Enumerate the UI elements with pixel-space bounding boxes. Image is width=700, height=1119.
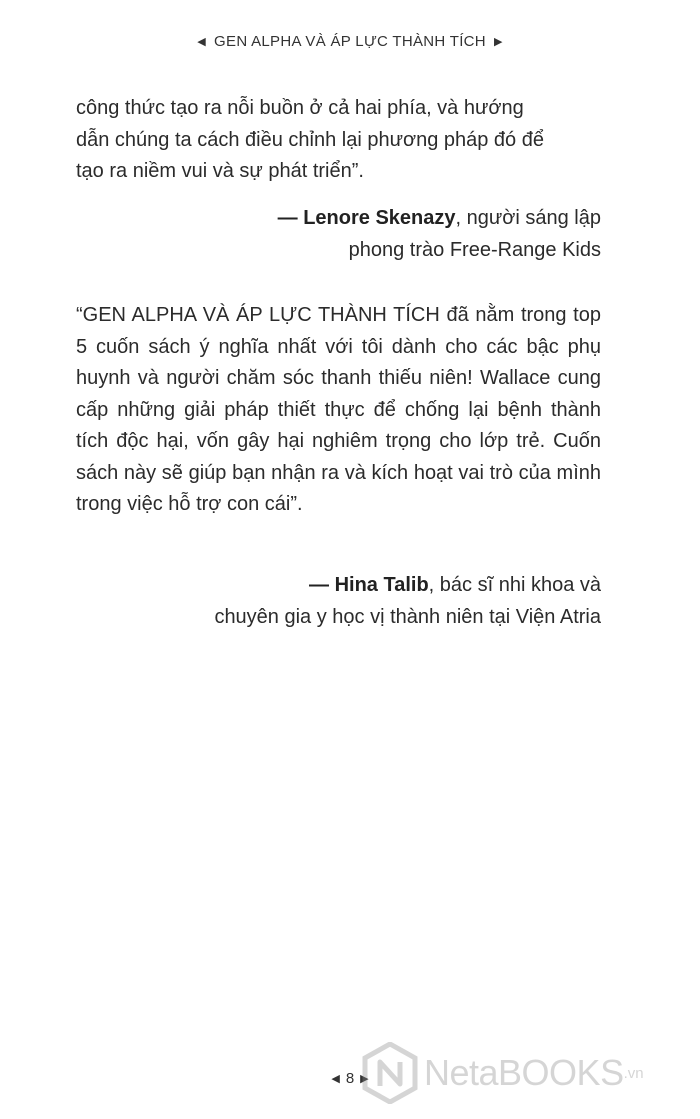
quote-2-attribution-role: , bác sĩ nhi khoa và	[428, 574, 601, 596]
page-number: 8	[345, 1070, 355, 1087]
quote-1-line-1: công thức tạo ra nỗi buồn ở cả hai phía, và hướng	[76, 97, 524, 119]
watermark-brand: NetaBOOKS	[424, 1052, 624, 1093]
quote-2-attribution-dash: —	[309, 574, 335, 596]
quote-1-attribution-line-1	[278, 203, 601, 235]
quote-1	[76, 93, 601, 188]
quote-1-attribution	[278, 203, 601, 266]
running-header-title: GEN ALPHA VÀ ÁP LỰC THÀNH TÍCH	[214, 33, 486, 50]
quote-2	[76, 300, 601, 521]
quote-2-attribution-line-1	[214, 570, 601, 602]
caret-left-icon: ◀	[331, 1073, 340, 1085]
caret-right-icon: ▶	[360, 1073, 369, 1085]
quote-2-attribution-line-2: chuyên gia y học vị thành niên tại Viện Atria	[214, 605, 601, 628]
running-header	[0, 33, 700, 50]
quote-1-attribution-name: Lenore Skenazy	[303, 207, 456, 229]
quote-1-attribution-dash: —	[277, 207, 304, 229]
quote-1-line-3: tạo ra niềm vui và sự phát triển”.	[76, 160, 364, 182]
quote-2-attribution	[214, 570, 601, 633]
netabooks-watermark	[362, 1040, 692, 1106]
quote-2-text: “GEN ALPHA VÀ ÁP LỰC THÀNH TÍCH đã nằm trong top 5 cuốn sách ý nghĩa nhất với tôi dành cho các bậc phụ huynh và người chăm sóc thanh thiếu niên! Wallace cung cấp những giải pháp thiết thực để chống lại bệnh thành tích độc hại, vốn gây hại nghiêm trọng cho lớp trẻ. Cuốn sách này sẽ giúp bạn nhận ra và kích hoạt vai trò của mình trong việc hỗ trợ con cái”.	[76, 304, 601, 515]
watermark-suffix: .vn	[623, 1064, 644, 1082]
netabooks-logo-icon	[362, 1042, 418, 1104]
quote-1-attribution-role: , người sáng lập	[455, 207, 601, 229]
quote-1-line-2: dẫn chúng ta cách điều chỉnh lại phương pháp đó để	[76, 128, 544, 151]
quote-1-attribution-line-2: phong trào Free-Range Kids	[348, 238, 601, 261]
quote-2-attribution-name: Hina Talib	[334, 574, 429, 596]
caret-left-icon: ◀	[197, 36, 207, 48]
quote-1-text	[76, 93, 601, 188]
caret-right-icon: ▶	[493, 36, 503, 48]
